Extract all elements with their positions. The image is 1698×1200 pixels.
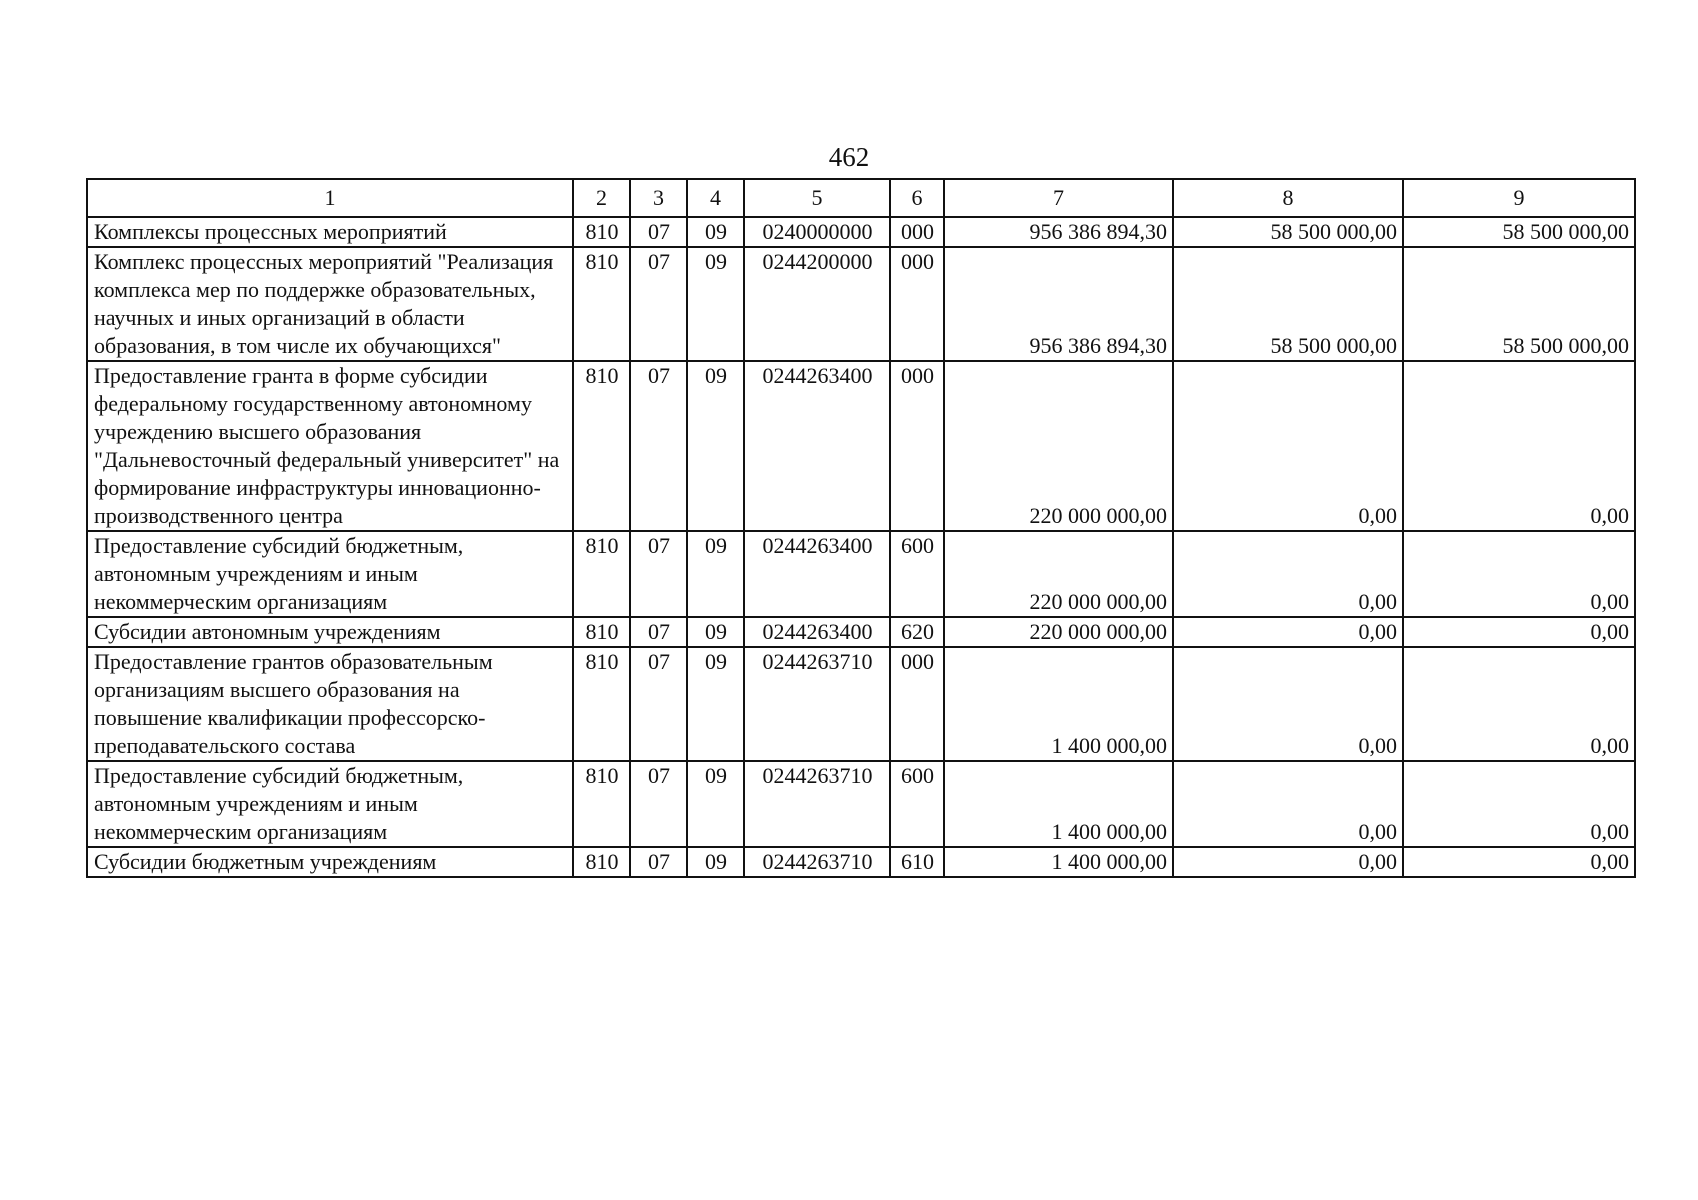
- row-name-cell: Предоставление гранта в форме субсидии федеральному государственному автономному учреждению высшего образования "Дальневосточный федеральный университет" на формирование инфраструктуры инновационно-производственного центра: [87, 361, 573, 531]
- table-row: [87, 361, 1635, 531]
- section-cell: 07: [630, 531, 687, 617]
- row-name-cell: Комплекс процессных мероприятий "Реализация комплекса мер по поддержке образовательных, научных и иных организаций в области образования, в том числе их обучающихся": [87, 247, 573, 361]
- row-name-cell: Предоставление грантов образовательным организациям высшего образования на повышение квалификации профессорско-преподавательского состава: [87, 647, 573, 761]
- amount-cell-col8: 0,00: [1173, 361, 1403, 531]
- table-row: [87, 761, 1635, 847]
- amount-cell-col8: 0,00: [1173, 761, 1403, 847]
- target-article-cell: 0244263710: [744, 647, 890, 761]
- section-cell: 07: [630, 217, 687, 247]
- target-article-cell: 0244263400: [744, 531, 890, 617]
- amount-cell-col9: 0,00: [1403, 617, 1635, 647]
- amount-cell-col7: 956 386 894,30: [944, 247, 1173, 361]
- amount-cell-col7: 1 400 000,00: [944, 847, 1173, 877]
- row-name-cell: Предоставление субсидий бюджетным, автономным учреждениям и иным некоммерческим организациям: [87, 761, 573, 847]
- target-article-cell: 0244263400: [744, 617, 890, 647]
- amount-cell-col8: 0,00: [1173, 617, 1403, 647]
- column-header: 8: [1173, 179, 1403, 217]
- code-cell: 810: [573, 531, 630, 617]
- subsection-cell: 09: [687, 531, 744, 617]
- amount-cell-col7: 220 000 000,00: [944, 361, 1173, 531]
- amount-cell-col8: 58 500 000,00: [1173, 217, 1403, 247]
- row-name-cell: Субсидии бюджетным учреждениям: [87, 847, 573, 877]
- subsection-cell: 09: [687, 847, 744, 877]
- target-article-cell: 0244263400: [744, 361, 890, 531]
- expense-type-cell: 610: [890, 847, 944, 877]
- page-number: 462: [828, 142, 870, 172]
- budget-table: [86, 178, 1636, 878]
- target-article-cell: 0240000000: [744, 217, 890, 247]
- amount-cell-col8: 0,00: [1173, 647, 1403, 761]
- amount-cell-col8: 0,00: [1173, 847, 1403, 877]
- amount-cell-col7: 220 000 000,00: [944, 617, 1173, 647]
- amount-cell-col8: 0,00: [1173, 531, 1403, 617]
- target-article-cell: 0244200000: [744, 247, 890, 361]
- amount-cell-col9: 0,00: [1403, 361, 1635, 531]
- amount-cell-col8: 58 500 000,00: [1173, 247, 1403, 361]
- row-name-cell: Предоставление субсидий бюджетным, автономным учреждениям и иным некоммерческим организациям: [87, 531, 573, 617]
- amount-cell-col9: 58 500 000,00: [1403, 247, 1635, 361]
- amount-cell-col9: 0,00: [1403, 647, 1635, 761]
- code-cell: 810: [573, 847, 630, 877]
- row-name-cell: Комплексы процессных мероприятий: [87, 217, 573, 247]
- column-header: 7: [944, 179, 1173, 217]
- expense-type-cell: 620: [890, 617, 944, 647]
- expense-type-cell: 000: [890, 217, 944, 247]
- amount-cell-col7: 1 400 000,00: [944, 761, 1173, 847]
- subsection-cell: 09: [687, 217, 744, 247]
- section-cell: 07: [630, 847, 687, 877]
- table-row: [87, 247, 1635, 361]
- subsection-cell: 09: [687, 647, 744, 761]
- section-cell: 07: [630, 761, 687, 847]
- subsection-cell: 09: [687, 761, 744, 847]
- code-cell: 810: [573, 761, 630, 847]
- target-article-cell: 0244263710: [744, 847, 890, 877]
- amount-cell-col9: 0,00: [1403, 531, 1635, 617]
- table-row: [87, 617, 1635, 647]
- code-cell: 810: [573, 361, 630, 531]
- table-header-row: [87, 179, 1635, 217]
- section-cell: 07: [630, 617, 687, 647]
- amount-cell-col9: 0,00: [1403, 761, 1635, 847]
- section-cell: 07: [630, 361, 687, 531]
- code-cell: 810: [573, 617, 630, 647]
- amount-cell-col7: 220 000 000,00: [944, 531, 1173, 617]
- section-cell: 07: [630, 247, 687, 361]
- column-header: 9: [1403, 179, 1635, 217]
- code-cell: 810: [573, 247, 630, 361]
- code-cell: 810: [573, 647, 630, 761]
- amount-cell-col7: 956 386 894,30: [944, 217, 1173, 247]
- column-header: 2: [573, 179, 630, 217]
- column-header: 1: [87, 179, 573, 217]
- amount-cell-col9: 58 500 000,00: [1403, 217, 1635, 247]
- column-header: 4: [687, 179, 744, 217]
- table-row: [87, 531, 1635, 617]
- amount-cell-col7: 1 400 000,00: [944, 647, 1173, 761]
- amount-cell-col9: 0,00: [1403, 847, 1635, 877]
- subsection-cell: 09: [687, 247, 744, 361]
- column-header: 5: [744, 179, 890, 217]
- subsection-cell: 09: [687, 361, 744, 531]
- table-row: [87, 217, 1635, 247]
- expense-type-cell: 000: [890, 247, 944, 361]
- column-header: 6: [890, 179, 944, 217]
- code-cell: 810: [573, 217, 630, 247]
- row-name-cell: Субсидии автономным учреждениям: [87, 617, 573, 647]
- section-cell: 07: [630, 647, 687, 761]
- subsection-cell: 09: [687, 617, 744, 647]
- target-article-cell: 0244263710: [744, 761, 890, 847]
- expense-type-cell: 000: [890, 647, 944, 761]
- expense-type-cell: 600: [890, 761, 944, 847]
- column-header: 3: [630, 179, 687, 217]
- table-row: [87, 847, 1635, 877]
- table-row: [87, 647, 1635, 761]
- expense-type-cell: 000: [890, 361, 944, 531]
- expense-type-cell: 600: [890, 531, 944, 617]
